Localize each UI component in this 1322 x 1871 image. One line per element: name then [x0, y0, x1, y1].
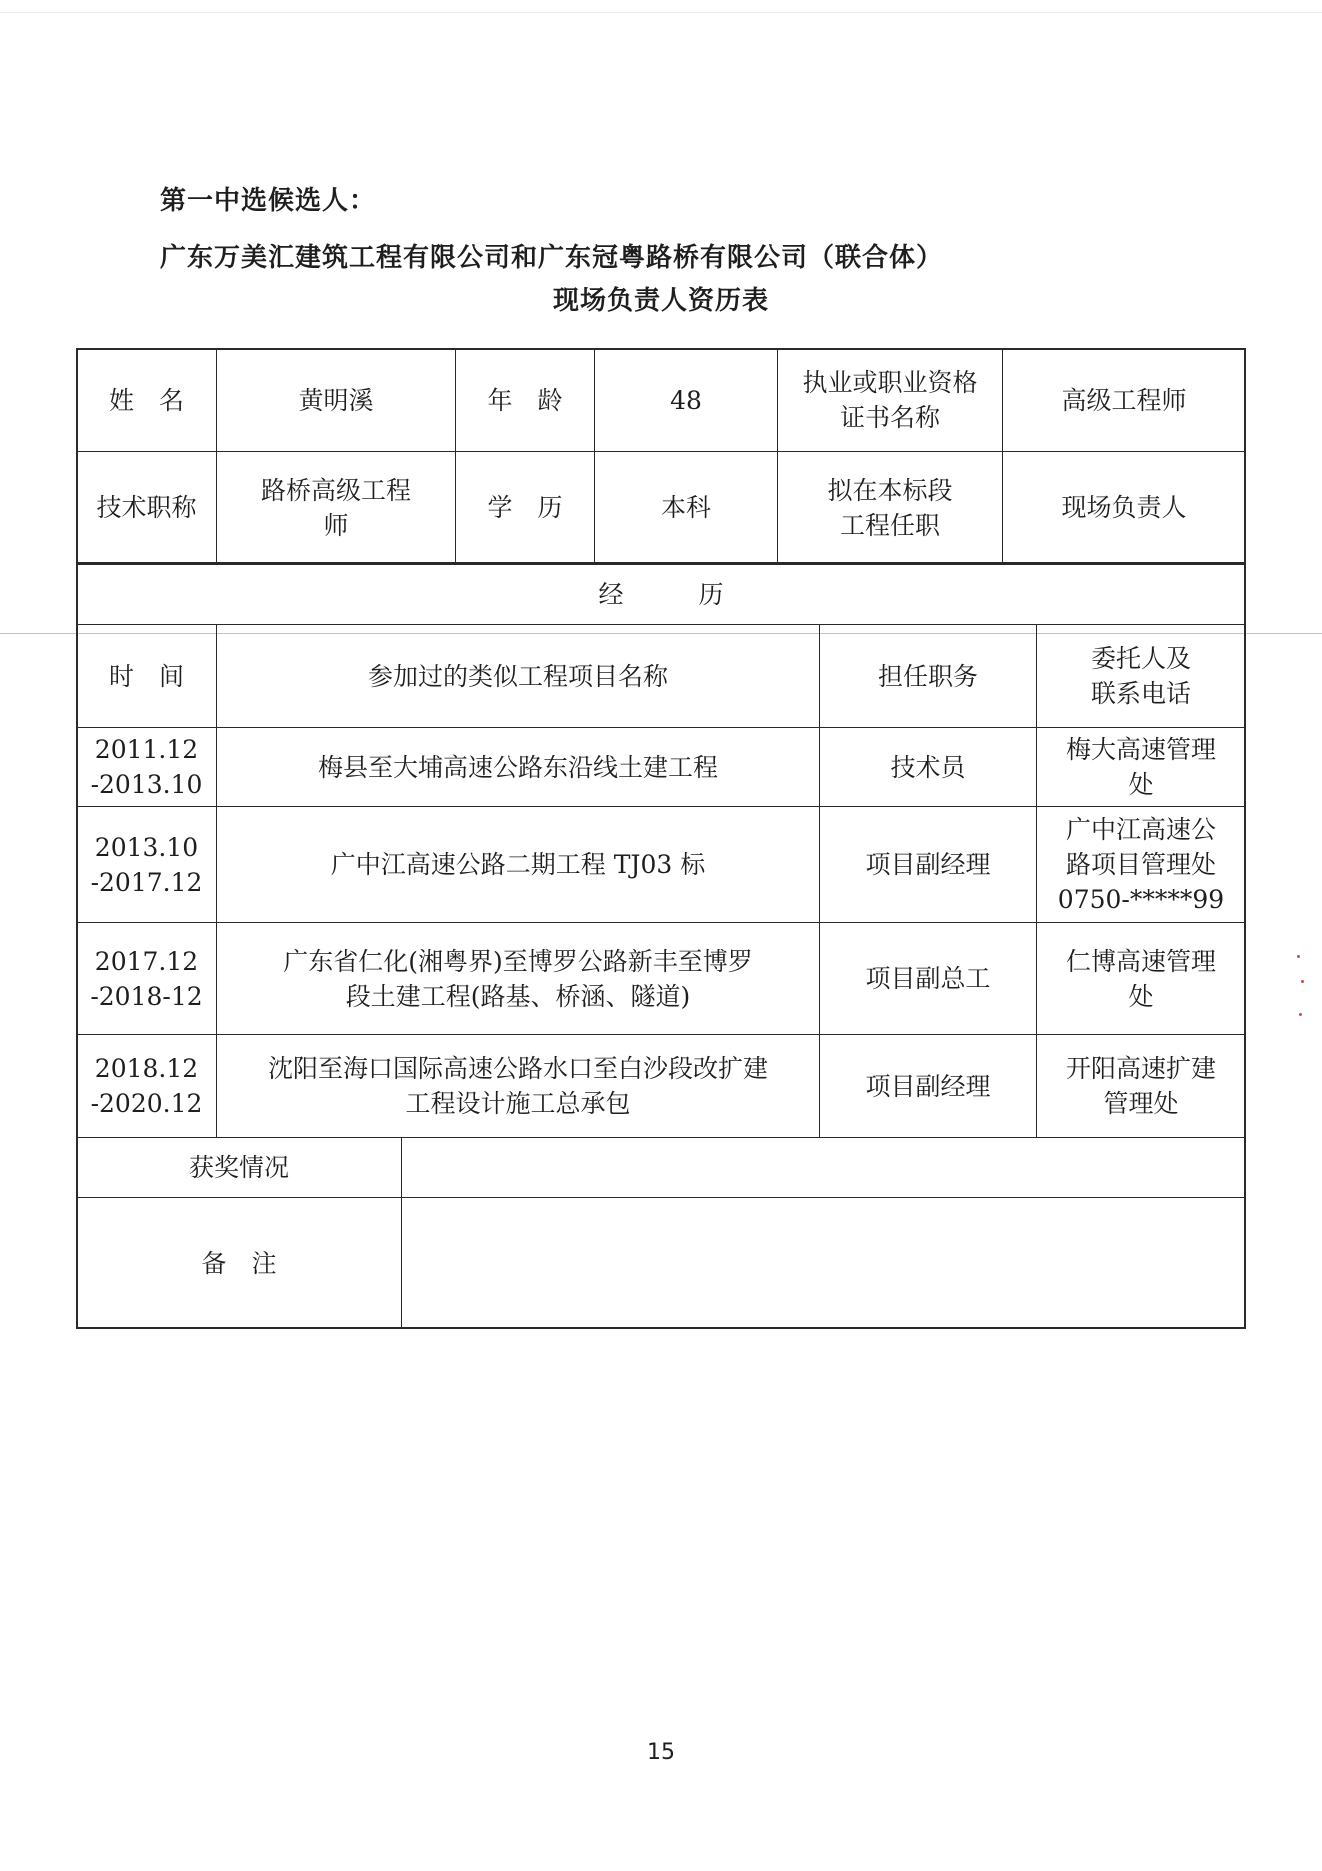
table-row-3-role: 项目副总工	[819, 922, 1037, 1035]
post-value: 现场负责人	[1002, 451, 1246, 564]
tech-title-value: 路桥高级工程 师	[216, 451, 456, 564]
table-row-4-contact: 开阳高速扩建 管理处	[1036, 1034, 1246, 1138]
col-header-project: 参加过的类似工程项目名称	[216, 624, 820, 728]
remarks-label: 备 注	[76, 1197, 402, 1329]
experience-section-label: 经 历	[76, 563, 1246, 625]
col-header-contact: 委托人及 联系电话	[1036, 624, 1246, 728]
table-row-2-role: 项目副经理	[819, 806, 1037, 923]
table-row-4-time: 2018.12 -2020.12	[76, 1034, 217, 1138]
form-title: 现场负责人资历表	[552, 286, 769, 316]
age-value: 48	[594, 348, 778, 452]
company-heading: 广东万美汇建筑工程有限公司和广东冠粤路桥有限公司（联合体）	[160, 243, 944, 273]
col-header-role: 担任职务	[819, 624, 1037, 728]
cert-value: 高级工程师	[1002, 348, 1246, 452]
scan-mark	[1297, 955, 1300, 958]
table-row-1-project: 梅县至大埔高速公路东沿线土建工程	[216, 727, 820, 807]
table-row-3-contact: 仁博高速管理 处	[1036, 922, 1246, 1035]
age-label: 年 龄	[455, 348, 595, 452]
experience-table	[76, 563, 1246, 1329]
table-row-4-role: 项目副经理	[819, 1034, 1037, 1138]
scan-mark	[1299, 1013, 1302, 1016]
education-value: 本科	[594, 451, 778, 564]
scan-top-edge	[0, 12, 1322, 13]
table-row-2-project: 广中江高速公路二期工程 TJ03 标	[216, 806, 820, 923]
cert-label: 执业或职业资格 证书名称	[777, 348, 1003, 452]
page-number: 15	[647, 1740, 675, 1765]
name-value: 黄明溪	[216, 348, 456, 452]
table-row-1-role: 技术员	[819, 727, 1037, 807]
tech-title-label: 技术职称	[76, 451, 217, 564]
table-row-2-contact: 广中江高速公 路项目管理处 0750-*****99	[1036, 806, 1246, 923]
table-row-1-contact: 梅大高速管理 处	[1036, 727, 1246, 807]
name-label: 姓 名	[76, 348, 217, 452]
education-label: 学 历	[455, 451, 595, 564]
scan-mark	[1301, 980, 1304, 983]
awards-label: 获奖情况	[76, 1137, 402, 1198]
table-row-3-project: 广东省仁化(湘粤界)至博罗公路新丰至博罗 段土建工程(路基、桥涵、隧道)	[216, 922, 820, 1035]
table-row-4-project: 沈阳至海口国际高速公路水口至白沙段改扩建 工程设计施工总承包	[216, 1034, 820, 1138]
table-row-1-time: 2011.12 -2013.10	[76, 727, 217, 807]
candidate-heading: 第一中选候选人：	[160, 186, 377, 216]
table-row-2-time: 2013.10 -2017.12	[76, 806, 217, 923]
post-label: 拟在本标段 工程任职	[777, 451, 1003, 564]
table-row-3-time: 2017.12 -2018-12	[76, 922, 217, 1035]
col-header-time: 时 间	[76, 624, 217, 728]
